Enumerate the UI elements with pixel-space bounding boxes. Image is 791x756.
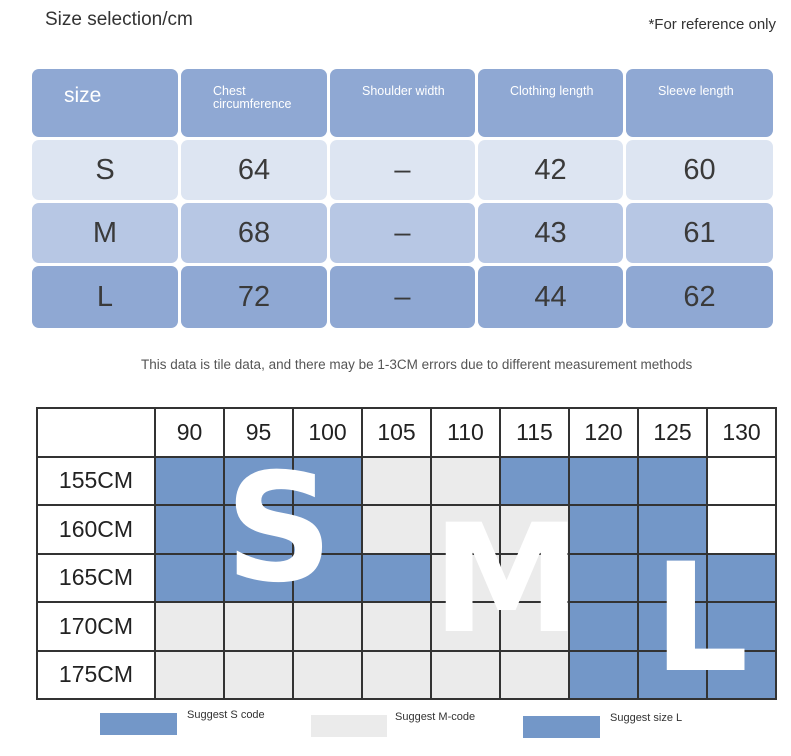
height-header: 165CM bbox=[37, 554, 155, 603]
header-size: size bbox=[32, 69, 178, 137]
weight-header: 130 bbox=[707, 408, 776, 457]
measurement-note: This data is tile data, and there may be 1-3CM errors due to different measurement methods bbox=[141, 357, 693, 372]
row-m-length: 43 bbox=[478, 203, 623, 263]
height-header: 170CM bbox=[37, 602, 155, 651]
row-s-length: 42 bbox=[478, 140, 623, 200]
grid-cell-m bbox=[362, 505, 431, 554]
row-m-chest: 68 bbox=[181, 203, 327, 263]
grid-cell-w bbox=[707, 457, 776, 506]
grid-cell-l bbox=[638, 457, 707, 506]
row-s-chest: 64 bbox=[181, 140, 327, 200]
row-m-sleeve: 61 bbox=[626, 203, 773, 263]
grid-cell-s bbox=[362, 554, 431, 603]
grid-cell-s bbox=[155, 505, 224, 554]
legend-l-swatch bbox=[523, 716, 600, 738]
header-sleeve: Sleeve length bbox=[626, 69, 773, 137]
height-header: 175CM bbox=[37, 651, 155, 700]
row-l-sleeve: 62 bbox=[626, 266, 773, 328]
big-letter-l: L bbox=[653, 532, 749, 706]
weight-header: 115 bbox=[500, 408, 569, 457]
grid-row bbox=[37, 457, 776, 506]
row-l-length: 44 bbox=[478, 266, 623, 328]
weight-header: 110 bbox=[431, 408, 500, 457]
legend-m-swatch bbox=[311, 715, 387, 737]
grid-cell-m bbox=[362, 602, 431, 651]
row-s-size: S bbox=[32, 140, 178, 200]
grid-corner bbox=[37, 408, 155, 457]
row-m-size: M bbox=[32, 203, 178, 263]
row-l-chest: 72 bbox=[181, 266, 327, 328]
grid-cell-m bbox=[293, 651, 362, 700]
legend-l-label: Suggest size L bbox=[610, 712, 683, 724]
weight-header: 90 bbox=[155, 408, 224, 457]
weight-header: 125 bbox=[638, 408, 707, 457]
row-l-shoulder: – bbox=[330, 266, 475, 328]
weight-header: 120 bbox=[569, 408, 638, 457]
legend-m-label: Suggest M-code bbox=[395, 711, 476, 723]
grid-header-row bbox=[37, 408, 776, 457]
grid-cell-m bbox=[155, 651, 224, 700]
grid-cell-m bbox=[155, 602, 224, 651]
grid-cell-s bbox=[155, 457, 224, 506]
height-header: 160CM bbox=[37, 505, 155, 554]
page-title: Size selection/cm bbox=[45, 9, 193, 30]
height-header: 155CM bbox=[37, 457, 155, 506]
legend-s-label: Suggest S code bbox=[187, 709, 265, 721]
grid-cell-m bbox=[224, 651, 293, 700]
weight-header: 100 bbox=[293, 408, 362, 457]
reference-note: *For reference only bbox=[648, 16, 776, 33]
grid-cell-m bbox=[362, 651, 431, 700]
row-l-size: L bbox=[32, 266, 178, 328]
header-length: Clothing length bbox=[478, 69, 623, 137]
row-m-shoulder: – bbox=[330, 203, 475, 263]
row-s-sleeve: 60 bbox=[626, 140, 773, 200]
header-chest: Chest circumference bbox=[181, 69, 327, 137]
grid-cell-s bbox=[155, 554, 224, 603]
legend-s-swatch bbox=[100, 713, 177, 735]
size-table bbox=[32, 69, 773, 331]
grid-cell-m bbox=[362, 457, 431, 506]
big-letter-m: M bbox=[432, 493, 582, 667]
header-shoulder: Shoulder width bbox=[330, 69, 475, 137]
weight-header: 95 bbox=[224, 408, 293, 457]
weight-header: 105 bbox=[362, 408, 431, 457]
big-letter-s: S bbox=[225, 442, 334, 616]
row-s-shoulder: – bbox=[330, 140, 475, 200]
